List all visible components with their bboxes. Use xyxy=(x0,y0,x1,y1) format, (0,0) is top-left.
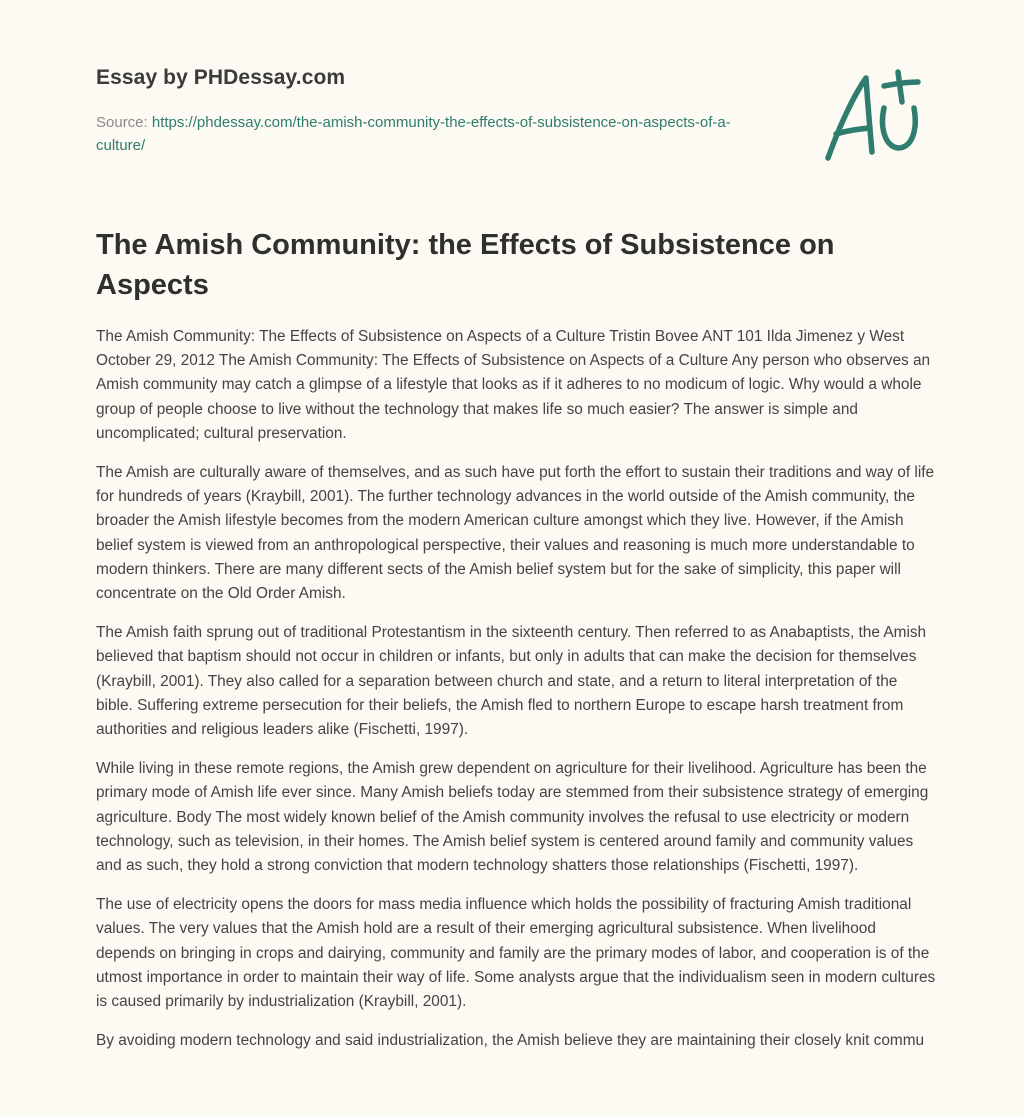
site-brand: Essay by PHDessay.com xyxy=(96,66,346,89)
essay-paragraph: While living in these remote regions, the Amish grew dependent on agriculture for their livelihood. Agriculture has been the primary mode of Amish life ever since. Many Amish beliefs today are stemmed from their subsistence strategy of emerging agriculture. Body The most widely known belief of the Amish community involves the refusal to use electricity or modern technology, such as television, in their homes. The Amish belief system is centered around family and community values and as such, they hold a strong conviction that modern technology shatters those relationships (Fischetti, 1997). xyxy=(96,760,929,875)
essay-paragraph: The Amish Community: The Effects of Subsistence on Aspects of a Culture Tristin Bovee ANT 101 Ilda Jimenez y West October 29, 2012 The Amish Community: The Effects of Subsistence on Aspects of a Culture Any person who observes an Amish community may catch a glimpse of a lifestyle that looks as if it adheres to no modicum of logic. Why would a whole group of people choose to live without the technology that makes life so much easier? The answer is simple and uncomplicated; cultural preservation. xyxy=(96,328,931,442)
essay-title: The Amish Community: the Effects of Subsistence on Aspects xyxy=(96,229,835,301)
a-plus-logo-svg xyxy=(822,68,926,164)
essay-body xyxy=(96,325,936,1068)
essay-paragraph: The Amish faith sprung out of traditional Protestantism in the sixteenth century. Then referred to as Anabaptists, the Amish believed that baptism should not occur in children or infants, but only in adults that can make the decision for themselves (Kraybill, 2001). They also called for a separation between church and state, and a return to literal interpretation of the bible. Suffering extreme persecution for their beliefs, the Amish fled to northern Europe to escape harsh treatment from authorities and religious leaders alike (Fischetti, 1997). xyxy=(96,624,927,739)
source-link[interactable]: https://phdessay.com/the-amish-community-the-effects-of-subsistence-on-aspects-of-a-culture/ xyxy=(96,114,731,154)
a-plus-logo-icon xyxy=(822,68,926,164)
essay-paragraph: By avoiding modern technology and said industrialization, the Amish believe they are maintaining their closely knit commu xyxy=(96,1032,925,1050)
source-line xyxy=(96,111,736,157)
essay-paragraph: The use of electricity opens the doors for mass media influence which holds the possibility of fracturing Amish traditional values. The very values that the Amish hold are a result of their emerging agricultural subsistence. When livelihood depends on bringing in crops and dairying, community and family are the primary modes of labor, and cooperation is of the utmost importance in order to maintain their way of life. Some analysts argue that the individualism seen in modern cultures is caused primarily by industrialization (Kraybill, 2001). xyxy=(96,896,936,1011)
essay-paragraph: The Amish are culturally aware of themselves, and as such have put forth the effort to sustain their traditions and way of life for hundreds of years (Kraybill, 2001). The further technology advances in the world outside of the Amish community, the broader the Amish lifestyle becomes from the modern American culture amongst which they live. However, if the Amish belief system is viewed from an anthropological perspective, their values and reasoning is much more understandable to modern thinkers. There are many different sects of the Amish belief system but for the sake of simplicity, this paper will concentrate on the Old Order Amish. xyxy=(96,464,935,603)
source-label: Source: xyxy=(96,114,152,131)
